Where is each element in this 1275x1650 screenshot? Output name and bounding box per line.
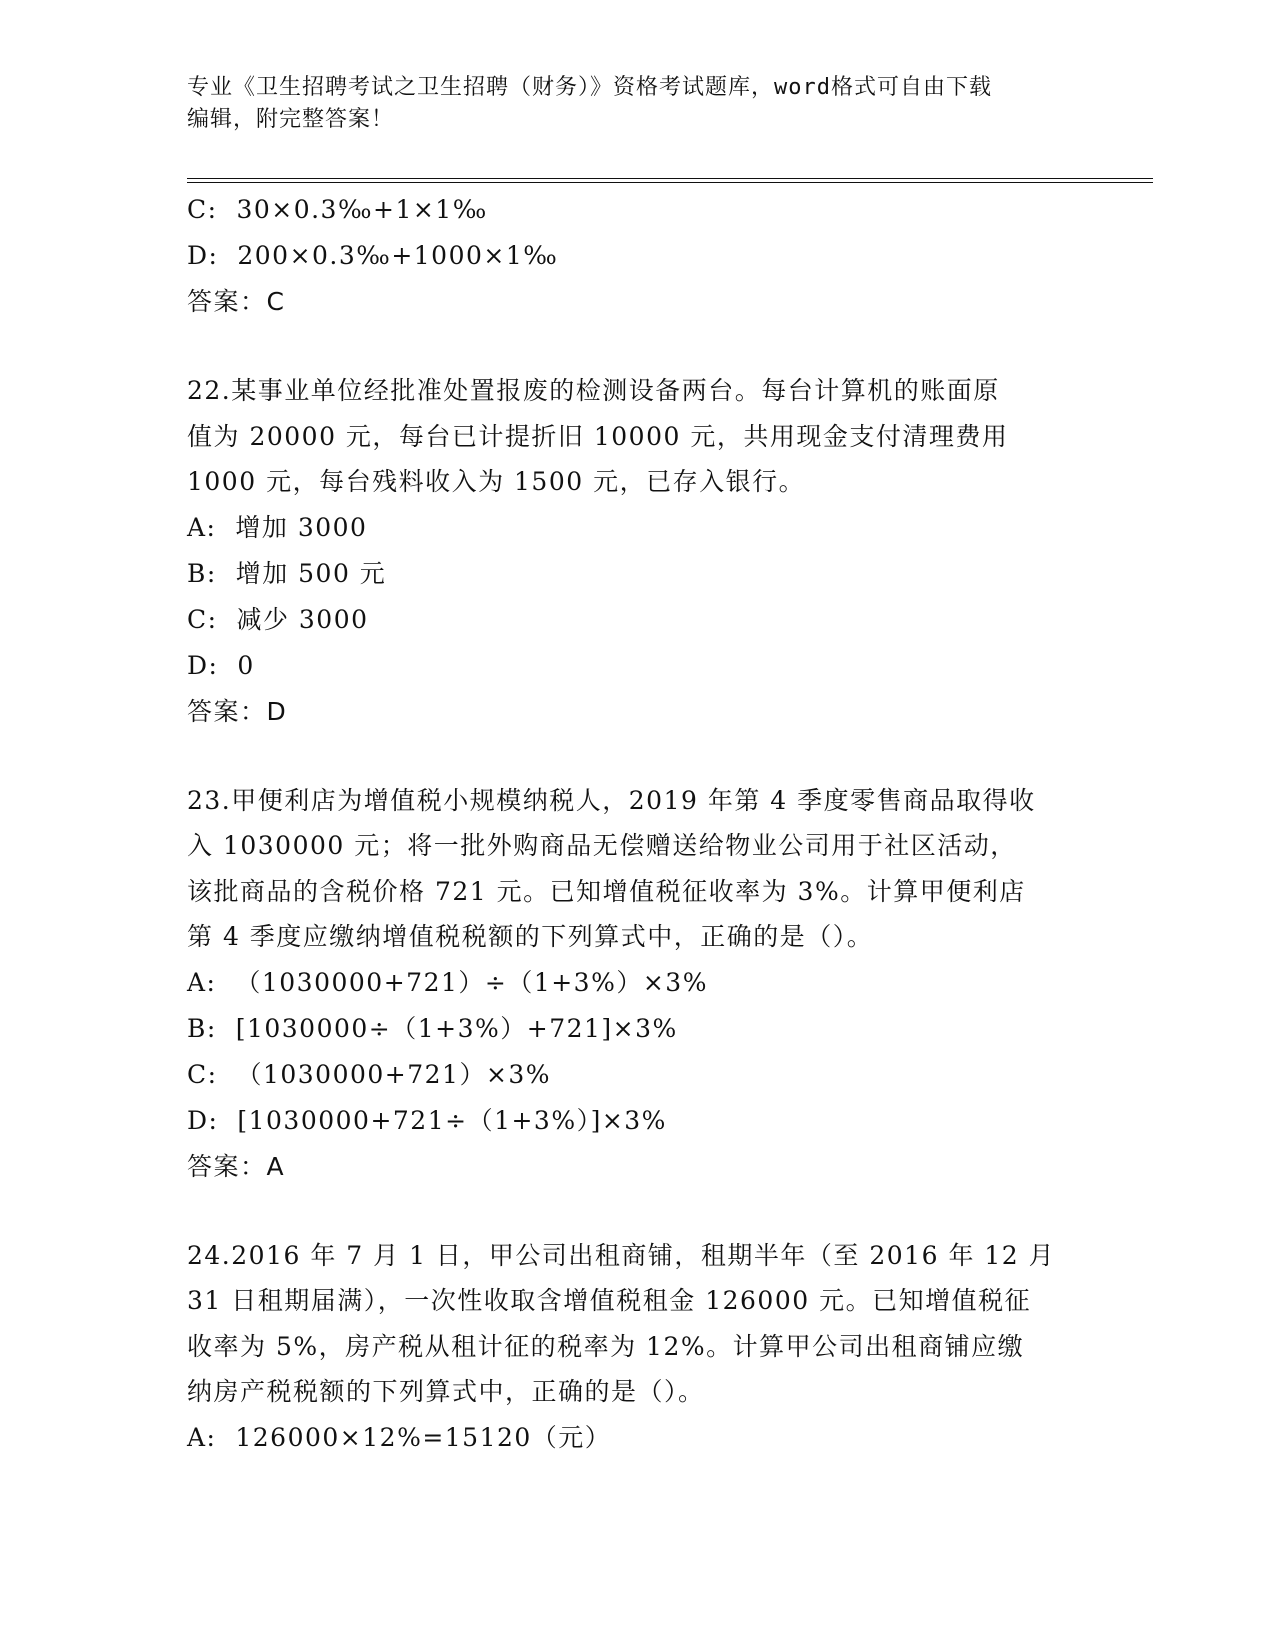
- question-stem-line: 入 1030000 元；将一批外购商品无偿赠送给物业公司用于社区活动，: [187, 831, 1017, 860]
- option-c: C: 30×0.3‰+1×1‰: [187, 195, 488, 224]
- answer-text: 答案：A: [187, 1151, 286, 1181]
- question-stem-line: 该批商品的含税价格 721 元。已知增值税征收率为 3%。计算甲便利店: [187, 876, 1026, 906]
- option-b: B: [1030000÷（1+3%）+721]×3%: [187, 1013, 678, 1043]
- option-a: A: 增加 3000: [187, 512, 368, 542]
- header-line-2: 编辑，附完整答案！: [187, 107, 395, 132]
- question-stem-line: 收率为 5%，房产税从租计征的税率为 12%。计算甲公司出租商铺应缴: [187, 1331, 1025, 1361]
- question-24: [187, 1233, 1087, 1461]
- question-stem-line: 24.2016 年 7 月 1 日，甲公司出租商铺，租期半年（至 2016 年 12 月: [187, 1240, 1056, 1270]
- question-21: [187, 187, 1087, 325]
- question-stem-line: 值为 20000 元，每台已计提折旧 10000 元，共用现金支付清理费用: [187, 421, 1009, 451]
- question-stem-line: 第 4 季度应缴纳增值税税额的下列算式中，正确的是（）。: [187, 922, 874, 951]
- question-stem-line: 23.甲便利店为增值税小规模纳税人，2019 年第 4 季度零售商品取得收: [187, 785, 1036, 815]
- answer-text: 答案：D: [187, 696, 288, 726]
- header-line-1: 专业《卫生招聘考试之卫生招聘（财务）》资格考试题库，word格式可自由下载: [187, 75, 992, 100]
- question-23: [187, 778, 1087, 1190]
- option-d: D: [1030000+721÷（1+3%）]×3%: [187, 1105, 667, 1135]
- option-d: D: 0: [187, 650, 255, 680]
- header-double-rule: [187, 178, 1153, 183]
- option-c: C: 减少 3000: [187, 604, 369, 634]
- question-stem-line: 22.某事业单位经批准处置报废的检测设备两台。每台计算机的账面原: [187, 376, 1000, 405]
- document-header: [187, 72, 1087, 136]
- option-a: A: （1030000+721）÷（1+3%）×3%: [187, 967, 708, 997]
- spacer: [187, 735, 1087, 778]
- option-a: A: 126000×12%=15120（元）: [187, 1422, 612, 1452]
- option-c: C: （1030000+721）×3%: [187, 1059, 552, 1089]
- question-stem-line: 1000 元，每台残料收入为 1500 元，已存入银行。: [187, 467, 806, 496]
- spacer: [187, 1190, 1087, 1233]
- answer-text: 答案：C: [187, 287, 286, 316]
- spacer: [187, 325, 1087, 368]
- option-d: D: 200×0.3‰+1000×1‰: [187, 241, 559, 270]
- question-stem-line: 31 日租期届满），一次性收取含增值税租金 126000 元。已知增值税征: [187, 1286, 1032, 1315]
- question-22: [187, 368, 1087, 735]
- option-b: B: 增加 500 元: [187, 558, 387, 588]
- question-stem-line: 纳房产税税额的下列算式中，正确的是（）。: [187, 1377, 705, 1406]
- question-content: [187, 187, 1087, 1461]
